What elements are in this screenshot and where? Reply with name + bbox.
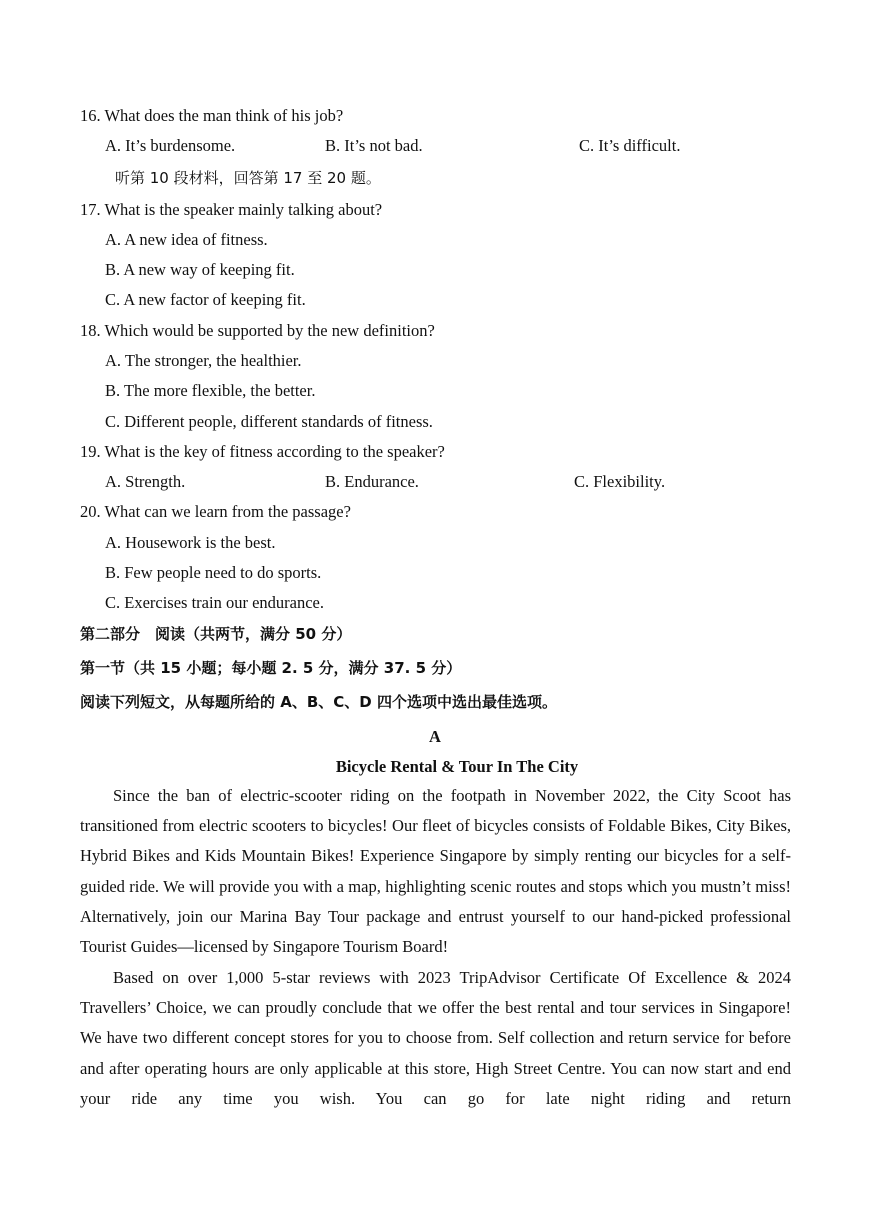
section-one-heading: 第一节（共 15 小题；每小题 2. 5 分，满分 37. 5 分） [80, 659, 462, 677]
question-17-option-c: C. A new factor of keeping fit. [105, 290, 306, 309]
question-17-option-a: A. A new idea of fitness. [105, 230, 268, 249]
question-20-option-b: B. Few people need to do sports. [105, 563, 322, 582]
question-18-option-c: C. Different people, different standards of fitness. [105, 412, 433, 431]
passage-label: A [429, 727, 441, 746]
question-16-stem: 16. What does the man think of his job? [80, 106, 344, 125]
question-16-option-b: B. It’s not bad. [325, 136, 423, 155]
question-16-option-c: C. It’s difficult. [579, 136, 681, 155]
question-18-option-b: B. The more flexible, the better. [105, 381, 316, 400]
question-19-stem: 19. What is the key of fitness according to the speaker? [80, 442, 445, 461]
question-17-stem: 17. What is the speaker mainly talking about? [80, 200, 383, 219]
passage-paragraph-1: Since the ban of electric-scooter riding on the footpath in November 2022, the City Scoot has transitioned from electric scooters to bicycles! Our fleet of bicycles consists of Foldable Bikes, City Bikes, Hybrid Bikes and Kids Mountain Bikes! Experience Singapore by simply renting our bicycles for a self-guided ride. We will provide you with a map, highlighting scenic routes and stops which you mustn’t miss! Alternatively, join our Marina Bay Tour package and entrust yourself to our hand-picked professional Tourist Guides—licensed by Singapore Tourism Board! [80, 786, 791, 957]
reading-instruction: 阅读下列短文，从每题所给的 A、B、C、D 四个选项中选出最佳选项。 [80, 693, 557, 711]
passage-paragraph-2: Based on over 1,000 5-star reviews with 2023 TripAdvisor Certificate Of Excellence & 2024 Travellers’ Choice, we can proudly conclude that we offer the best rental and tour services in Singapore! We have two different concept stores for you to choose from. Self collection and return service for before and after operating hours are only applicable at this store, High Street Centre. You can now start and end your ride any time you wish. You can go for late night riding and return [80, 968, 791, 1108]
question-16-option-a: A. It’s burdensome. [105, 136, 236, 155]
question-19-option-c: C. Flexibility. [574, 472, 666, 491]
question-20-option-a: A. Housework is the best. [105, 533, 276, 552]
question-18-stem: 18. Which would be supported by the new definition? [80, 321, 435, 340]
question-18-option-a: A. The stronger, the healthier. [105, 351, 302, 370]
question-17-option-b: B. A new way of keeping fit. [105, 260, 295, 279]
question-20-stem: 20. What can we learn from the passage? [80, 502, 351, 521]
section-instruction-10: 听第 10 段材料，回答第 17 至 20 题。 [115, 169, 381, 187]
question-19-option-b: B. Endurance. [325, 472, 419, 491]
part-two-heading: 第二部分 阅读（共两节，满分 50 分） [80, 625, 352, 643]
question-19-option-a: A. Strength. [105, 472, 186, 491]
passage-title: Bicycle Rental & Tour In The City [335, 757, 579, 776]
question-20-option-c: C. Exercises train our endurance. [105, 593, 324, 612]
